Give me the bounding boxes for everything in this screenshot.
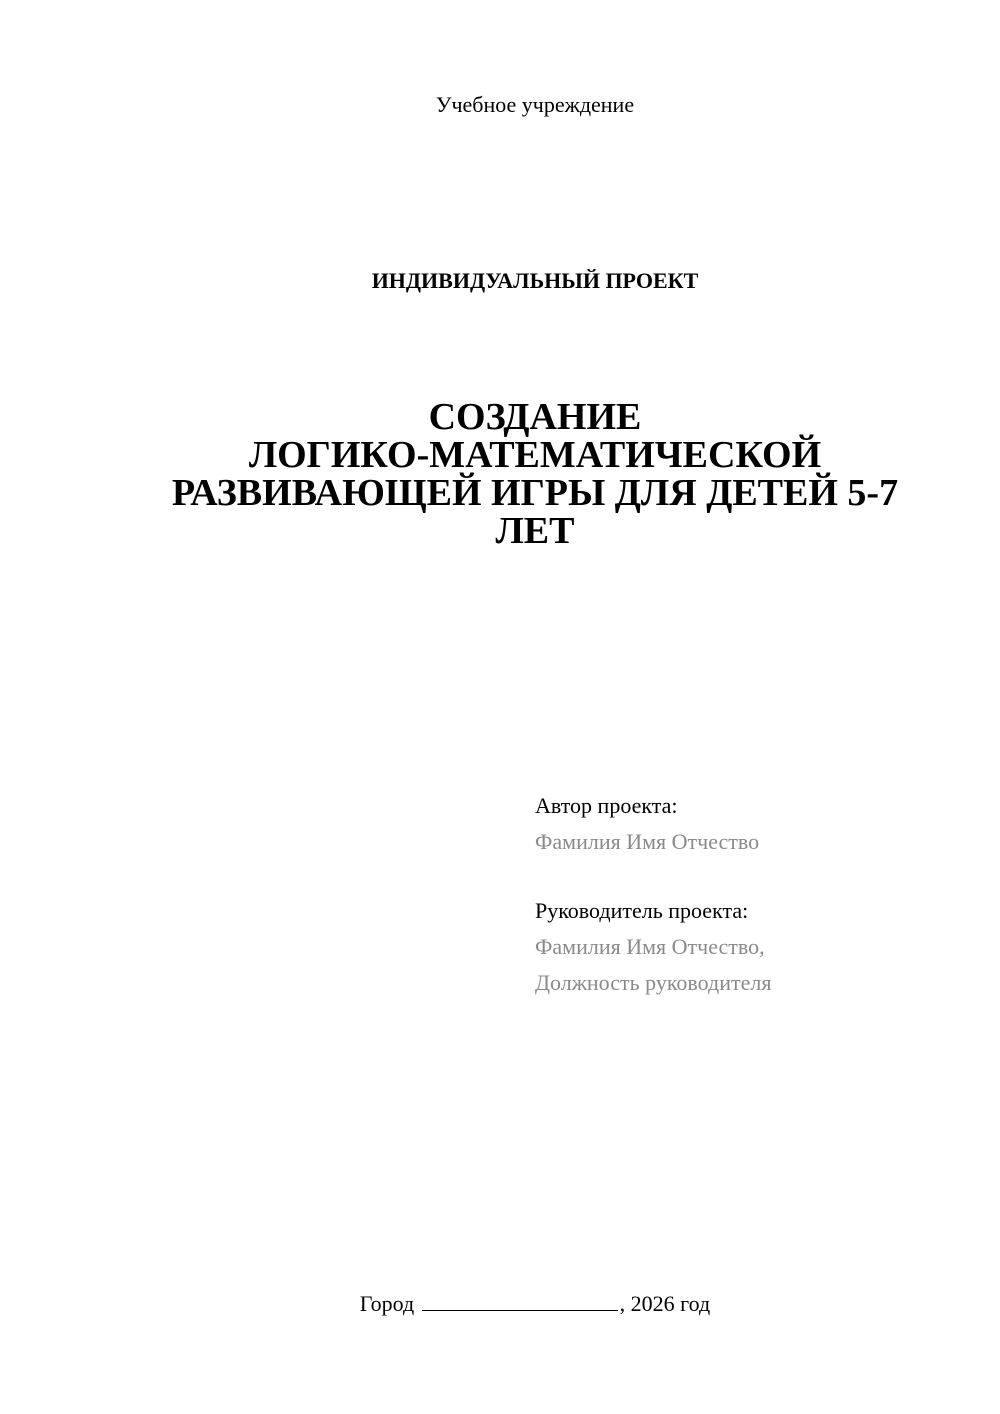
city-label: Город	[359, 1291, 415, 1316]
document-type: ИНДИВИДУАЛЬНЫЙ ПРОЕКТ	[371, 268, 699, 293]
project-title-line: ЛЕТ	[495, 510, 575, 552]
project-title	[150, 398, 920, 550]
supervisor-label: Руководитель проекта:	[535, 898, 749, 923]
supervisor-position: Должность руководителя	[535, 970, 772, 995]
city-blank-line	[422, 1290, 618, 1311]
institution-name: Учебное учреждение	[435, 92, 635, 117]
credits-block	[535, 788, 771, 1001]
project-title-line: РАЗВИВАЮЩЕЙ ИГРЫ ДЛЯ ДЕТЕЙ 5-7	[171, 472, 899, 514]
project-title-line: СОЗДАНИЕ	[428, 396, 642, 438]
supervisor-name: Фамилия Имя Отчество,	[535, 934, 765, 959]
author-name: Фамилия Имя Отчество	[535, 829, 760, 854]
project-title-line: ЛОГИКО-МАТЕМАТИЧЕСКОЙ	[248, 434, 822, 476]
city-year-line	[0, 1290, 1000, 1317]
year-text: , 2026 год	[619, 1291, 711, 1316]
credits-spacer	[535, 860, 771, 893]
author-label: Автор проекта:	[535, 793, 678, 818]
